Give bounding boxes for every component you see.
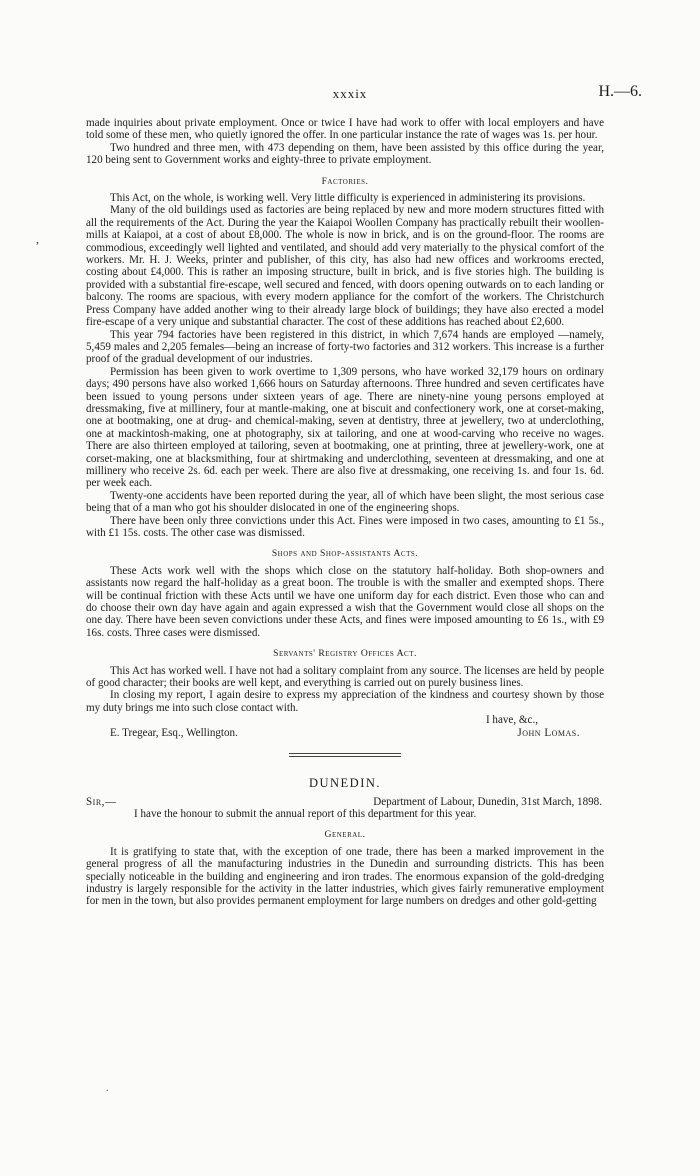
section-heading-general: General. (324, 829, 366, 841)
addressee: E. Tregear, Esq., Wellington. (110, 726, 238, 739)
section-heading-shops: Shops and Shop-assistants Acts. (271, 548, 419, 560)
paragraph: This year 794 factories have been registered in this district, in which 7,674 hands are employed —namely, 5,459 males and 2,205 females—being an increase of forty-two factories and 312 workers. This increase is a further proof of the gradual development of our industries. (86, 328, 604, 366)
department-dateline: Department of Labour, Dunedin, 31st March, 1898. (373, 795, 602, 808)
paragraph: Two hundred and three men, with 473 depending on them, have been assisted by this office during the year, 120 being sent to Government works and eighty-three to private employment. (86, 141, 604, 167)
section-heading-servants: Servants' Registry Offices Act. (273, 648, 417, 660)
salutation-line (86, 796, 604, 808)
paragraph: These Acts work well with the shops which close on the statutory half-holiday. Both shop-owners and assistants now regard the half-holiday as a great boon. The trouble is with the smaller and exempted shops. There will be continual friction with these Acts until we have one uniform day for each district. Even those who can and do choose their own day have again and again expressed a wish that the Government would close all shops on the one day. There have been seven convictions under these Acts, and fines were imposed amounting to £6 1s., with £9 16s. costs. Three cases were dismissed. (86, 564, 604, 639)
signer-name: John Lomas. (517, 726, 580, 739)
report-body (86, 117, 604, 908)
paragraph: This Act has worked well. I have not had a solitary complaint from any source. The licenses are held by people of good character; their books are well kept, and everything is carried out on purely business lines. (86, 664, 604, 690)
paragraph: In closing my report, I again desire to express my appreciation of the kindness and courtesy shown by those my duty brings me into such close contact with. (86, 689, 604, 714)
closing-phrase: I have, &c., (485, 714, 538, 727)
margin-mark: . (106, 1083, 109, 1094)
paragraph: It is gratifying to state that, with the exception of one trade, there has been a marked improvement in the general progress of all the manufacturing industries in the Dunedin and surrounding districts. This has been specially noticeable in the building and engineering and iron trades. The enormous expansion of the gold-dredging industry is largely responsible for the activity in the latter industries, which gives fairly remunerative employment for men in the town, but also provides permanent employment for large numbers on dredges and other gold-getting (86, 845, 604, 908)
page-number: xxxix (332, 86, 368, 101)
page-header (0, 83, 700, 106)
document-reference: H.—6. (598, 83, 642, 100)
city-heading: DUNEDIN. (308, 776, 382, 791)
paragraph: Many of the old buildings used as factories are being replaced by new and more modern structures fitted with all the requirements of the Act. During the year the Kaiapoi Woollen Company has practically rebuilt their woollen-mills at Kaiapoi, at a cost of about £8,000. The whole is now in brick, and is on the ground-floor. The rooms are commodious, exceedingly well lighted and ventilated, and should add very materially to the physical comfort of the workers. Mr. H. J. Weeks, printer and publisher, of this city, has also had new offices and workrooms erected, costing about £4,000. This is rather an imposing structure, built in brick, and is five stories high. The building is provided with a substantial fire-escape, well secured and fenced, with doors opening outwards on to each landing or balcony. The rooms are spacious, with every modern appliance for the comfort of the workers. The Christchurch Press Company have added another wing to their already large block of buildings; they have also erected a model fire-escape of a very unique and substantial character. The cost of these additions has reached about £2,600. (86, 204, 604, 329)
paragraph: There have been only three convictions under this Act. Fines were imposed in two cases, amounting to £1 5s., with £1 15s. costs. The other case was dismissed. (86, 514, 604, 539)
paragraph: made inquiries about private employment. Once or twice I have had work to offer with local employers and have told some of these men, who quietly ignored the offer. In one particular instance the rate of wages was 1s. per hour. (86, 117, 604, 142)
section-heading-factories: Factories. (321, 175, 369, 187)
paragraph: Twenty-one accidents have been reported during the year, all of which have been slight, the most serious case being that of a man who got his shoulder dislocated in one of the engineering shops. (86, 489, 604, 515)
paragraph: This Act, on the whole, is working well. Very little difficulty is experienced in administering its provisions. (110, 192, 586, 205)
paragraph: I have the honour to submit the annual report of this department for this year. (134, 807, 477, 820)
salutation: Sir,— (86, 795, 117, 808)
signature-line (86, 727, 604, 739)
margin-mark: , (36, 232, 39, 246)
paragraph: Permission has been given to work overtime to 1,309 persons, who have worked 32,179 hours on ordinary days; 490 persons have also worked 1,666 hours on Saturday afternoons. Three hundred and seven certificates have been issued to young persons under sixteen years of age. There are ninety-nine young persons employed at dressmaking, five at millinery, four at mantle-making, one at biscuit and confectionery work, one at corset-making, one at bootmaking, one at drug- and chemical-making, seven at dentistry, three at jewellery, two at underclothing, one at mackintosh-making, one at photography, six at tailoring, and one at wood-carving who receive no wages. There are also thirteen employed at tailoring, seven at bootmaking, one at printing, three at jewellery-work, one at corset-making, one at blacksmithing, four at shirtmaking and underclothing, seventeen at dressmaking, and one at millinery who receive 2s. 6d. each per week. There are also five at dressmaking, one receiving 1s. and four 1s. 6d. per week each. (86, 365, 604, 490)
section-divider (289, 753, 401, 757)
